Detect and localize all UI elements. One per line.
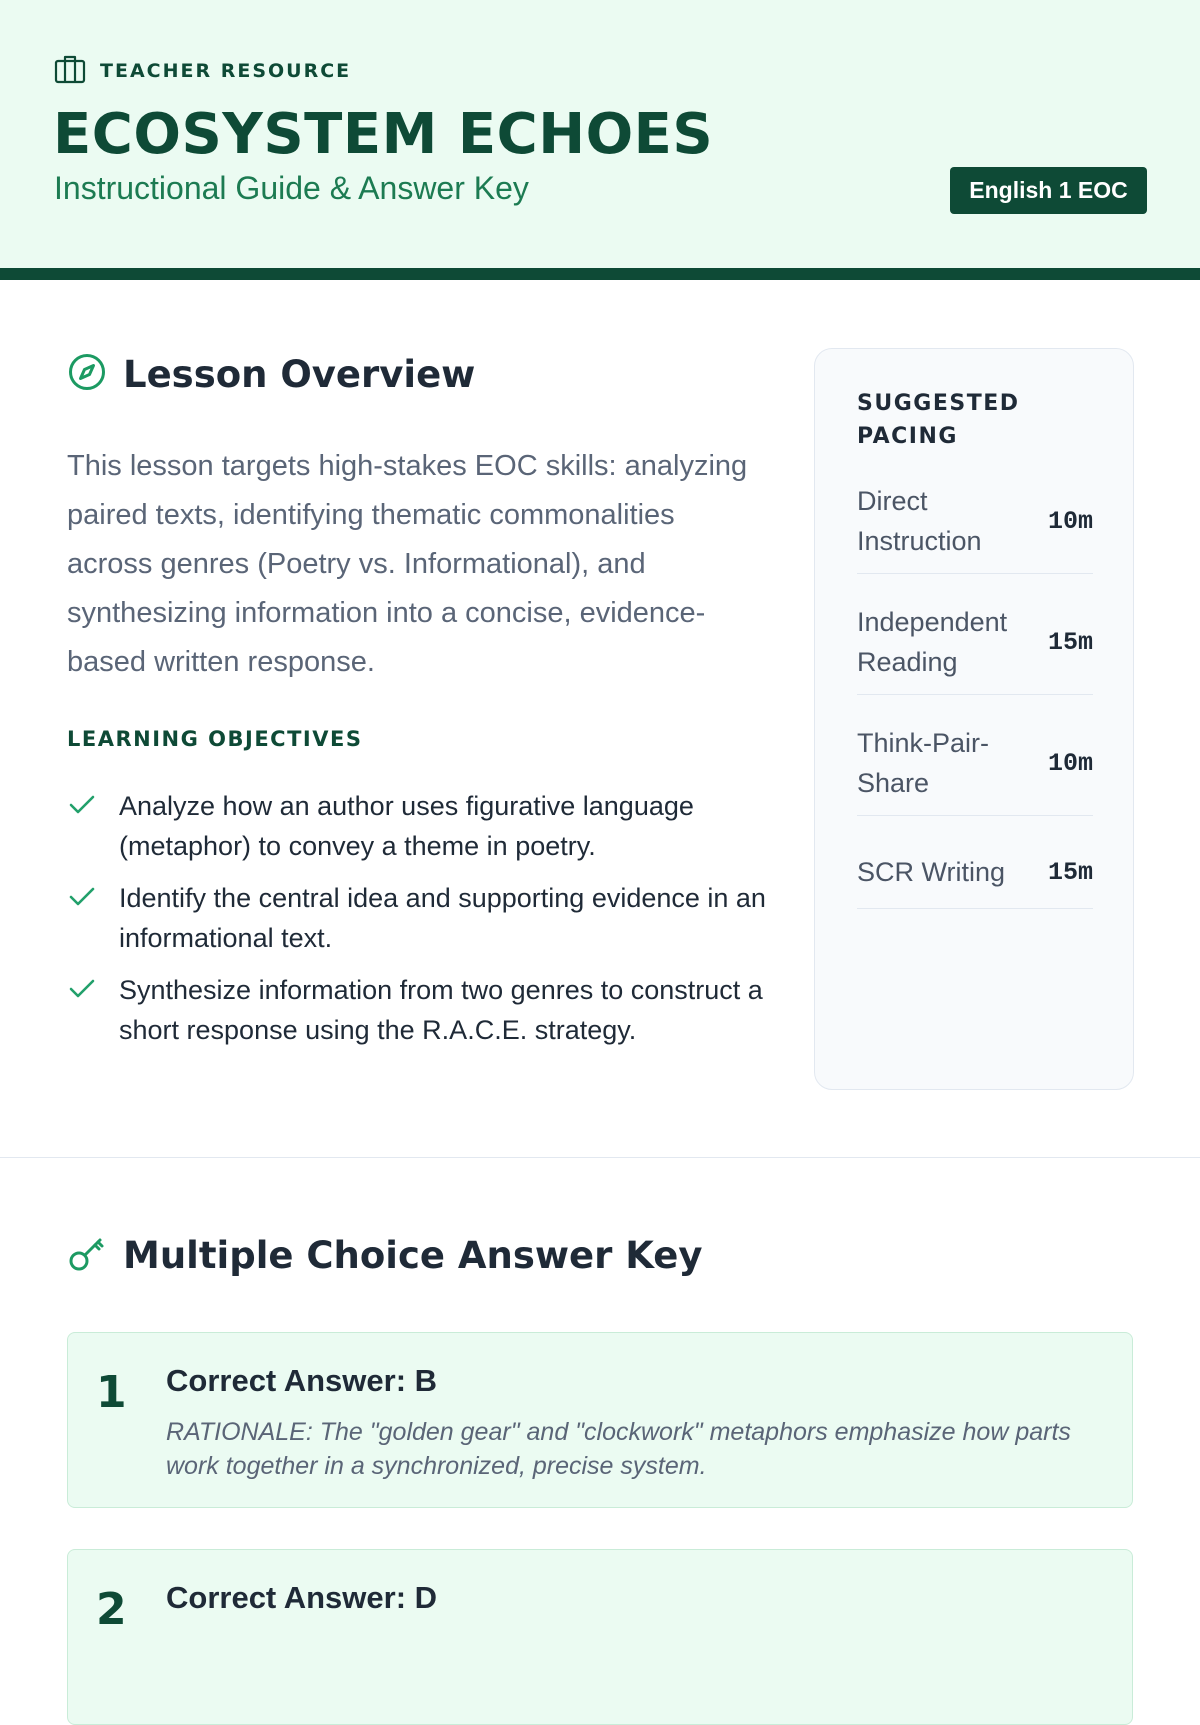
- check-icon: [67, 878, 97, 958]
- objective-text: Identify the central idea and supporting evidence in an informational text.: [119, 883, 766, 953]
- answer-card: [67, 1549, 1133, 1725]
- pacing-duration: 15m: [1047, 857, 1093, 887]
- check-icon: [67, 786, 97, 866]
- compass-icon: [67, 352, 107, 397]
- answer-rationale: RATIONALE: The "golden gear" and "clockwork" metaphors emphasize how parts work together in a synchronized, precise system.: [166, 1418, 1071, 1480]
- check-icon: [67, 970, 97, 1050]
- page-subtitle: Instructional Guide & Answer Key: [54, 170, 529, 206]
- pacing-activity: Direct Instruction: [857, 486, 982, 556]
- objective-item: [67, 970, 767, 1050]
- pacing-label: SUGGESTED PACING: [857, 391, 1020, 449]
- pacing-card: [814, 348, 1134, 1090]
- key-icon: [67, 1233, 107, 1278]
- correct-answer: Correct Answer: D: [166, 1580, 438, 1615]
- objective-item: [67, 786, 767, 866]
- objectives-list: [67, 786, 767, 1062]
- lesson-overview-heading: [67, 352, 475, 397]
- section-divider: [0, 1157, 1200, 1158]
- objective-text: Analyze how an author uses figurative language (metaphor) to convey a theme in poetry.: [119, 791, 694, 861]
- question-number: 1: [96, 1367, 127, 1418]
- answer-card: [67, 1332, 1133, 1508]
- course-badge: English 1 EOC: [950, 167, 1147, 214]
- eyebrow: [54, 56, 351, 86]
- pacing-duration: 10m: [1047, 506, 1093, 536]
- objective-item: [67, 878, 767, 958]
- objective-text: Synthesize information from two genres to construct a short response using the R.A.C.E. strategy.: [119, 975, 763, 1045]
- section-title: Lesson Overview: [123, 353, 476, 396]
- pacing-row: [857, 836, 1093, 909]
- pacing-activity: Independent Reading: [857, 607, 1008, 677]
- overview-text: This lesson targets high-stakes EOC skills: analyzing paired texts, identifying thematic commonalities across genres (Poetry vs. Informational), and synthesizing information into a concise, evidence-based written response.: [67, 450, 748, 678]
- answer-key-heading: [67, 1233, 703, 1278]
- pacing-row: [857, 473, 1093, 574]
- eyebrow-text: TEACHER RESOURCE: [100, 60, 352, 82]
- pacing-row: [857, 715, 1093, 816]
- briefcase-icon: [54, 54, 86, 89]
- pacing-row: [857, 594, 1093, 695]
- header-rule: [0, 268, 1200, 280]
- pacing-duration: 10m: [1047, 748, 1093, 778]
- pacing-duration: 15m: [1047, 627, 1093, 657]
- question-number: 2: [96, 1584, 127, 1635]
- pacing-activity: Think-Pair-Share: [857, 728, 990, 798]
- pacing-activity: SCR Writing: [857, 857, 1006, 887]
- section-title: Multiple Choice Answer Key: [123, 1234, 703, 1277]
- page-title: ECOSYSTEM ECHOES: [53, 102, 714, 167]
- objectives-label: LEARNING OBJECTIVES: [67, 727, 363, 751]
- correct-answer: Correct Answer: B: [166, 1363, 438, 1398]
- page-header: [0, 0, 1200, 268]
